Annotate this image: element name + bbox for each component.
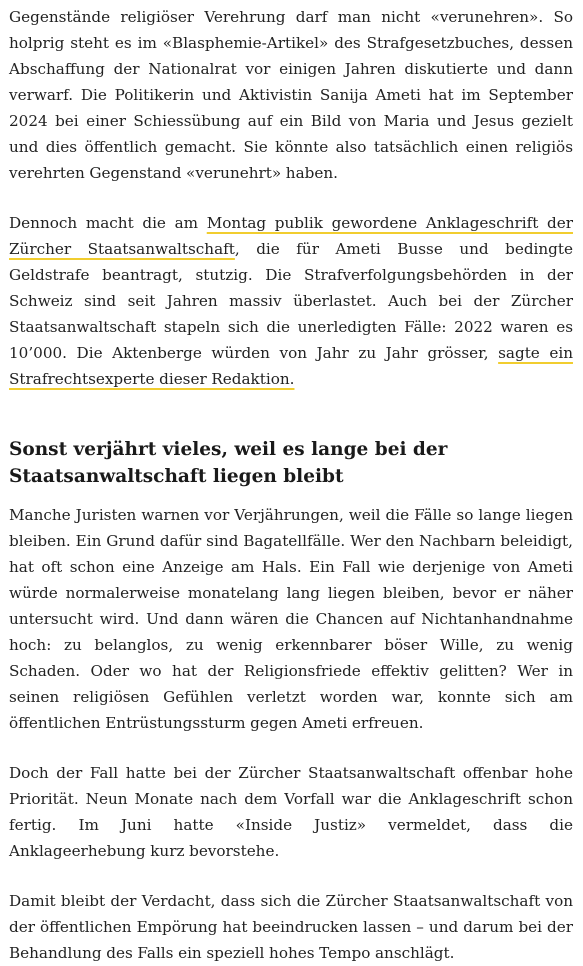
paragraph-2-text-middle: , die für Ameti Busse und bedingte Geldstrafe beantragt, stutzig. Die Strafverfolgungsbehörden in der Schweiz sind seit Jahren massiv überlastet. Auch bei der Zürcher Staatsanwaltschaft stapeln sich die unerledigten Fälle: 2022 waren es 10’000. Die Aktenberge würden von Jahr zu Jahr grösser, <box>9 240 573 362</box>
paragraph-2 <box>9 210 573 392</box>
section-subheading: Sonst verjährt vieles, weil es lange bei der Staatsanwaltschaft liegen bleibt <box>9 439 448 487</box>
paragraph-2-text-start: Dennoch macht die am <box>9 214 207 232</box>
paragraph-5: Damit bleibt der Verdacht, dass sich die Zürcher Staatsanwaltschaft von der öffentlichen Empörung hat beeindrucken lassen – und darum bei der Behandlung des Falls ein speziell hohes Tempo anschlägt. <box>9 892 573 962</box>
expert-quote-link[interactable]: sagte ein Strafrechtsexperte dieser Redaktion. <box>9 344 573 388</box>
paragraph-1: Gegenstände religiöser Verehrung darf man nicht «verunehren». So holprig steht es im «Blasphemie-Artikel» des Strafgesetzbuches, dessen Abschaffung der Nationalrat vor einigen Jahren diskutierte und dann verwarf. Die Politikerin und Aktivistin Sanija Ameti hat im September 2024 bei einer Schiessübung auf ein Bild von Maria und Jesus gezielt und dies öffentlich gemacht. Sie könnte also tatsächlich einen religiös verehrten Gegenstand «verunehrt» haben. <box>9 8 573 182</box>
paragraph-4: Doch der Fall hatte bei der Zürcher Staatsanwaltschaft offenbar hohe Priorität. Neun Monate nach dem Vorfall war die Anklageschrift schon fertig. Im Juni hatte «Inside Justiz» vermeldet, dass die Anklageerhebung kurz bevorstehe. <box>9 764 573 860</box>
paragraph-3: Manche Juristen warnen vor Verjährungen, weil die Fälle so lange liegen bleiben. Ein Grund dafür sind Bagatellfälle. Wer den Nachbarn beleidigt, hat oft schon eine Anzeige am Hals. Ein Fall wie derjenige von Ameti würde normalerweise monatelang lang liegen bleiben, bevor er näher untersucht wird. Und dann wären die Chancen auf Nichtanhandnahme hoch: zu belanglos, zu wenig erkennbarer böser Wille, zu wenig Schaden. Oder wo hat der Religionsfriede effektiv gelitten? Wer in seinen religiösen Gefühlen verletzt worden war, konnte sich am öffentlichen Entrüstungssturm gegen Ameti erfreuen. <box>9 506 573 732</box>
indictment-link[interactable]: Montag publik gewordene Anklageschrift der Zürcher Staatsanwaltschaft <box>9 214 573 258</box>
